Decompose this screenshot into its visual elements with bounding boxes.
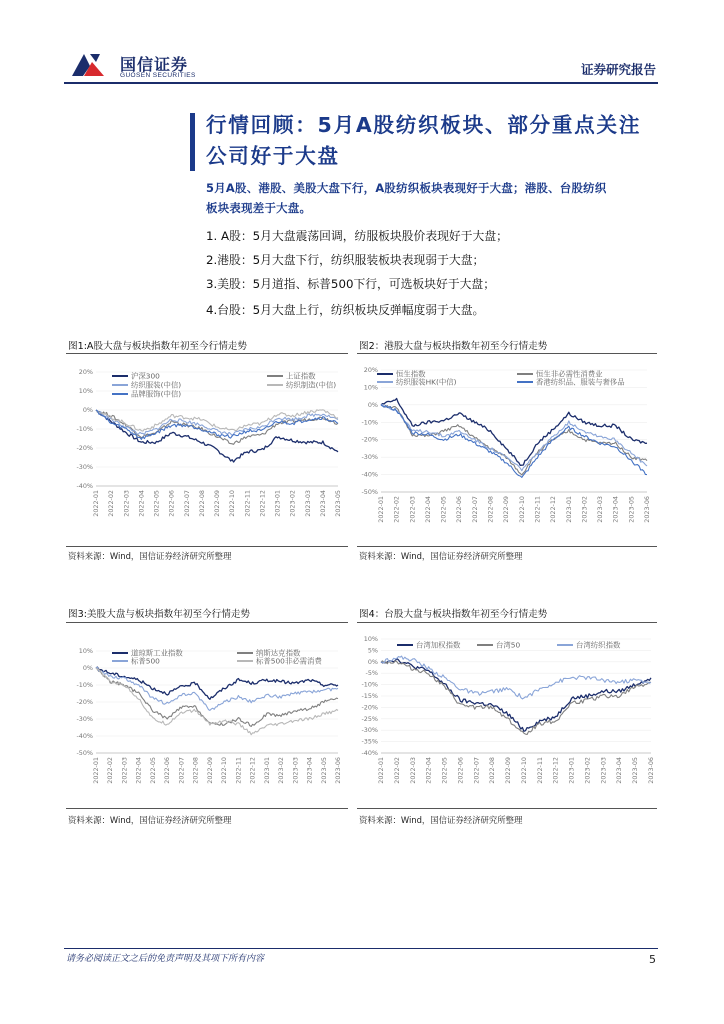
y-tick-label: 20%: [363, 366, 378, 374]
x-tick-label: 2023-03: [599, 757, 608, 784]
figure-3-title: 图3:美股大盘与板块指数年初至今行情走势: [68, 609, 251, 620]
y-tick-label: -50%: [361, 488, 378, 496]
x-tick-label: 2023-01: [567, 757, 576, 784]
x-tick-label: 2022-01: [377, 757, 385, 784]
x-tick-label: 2023-01: [262, 757, 271, 784]
y-tick-label: -40%: [361, 749, 378, 757]
x-tick-label: 2022-08: [191, 757, 200, 784]
x-tick-label: 2022-02: [106, 757, 115, 784]
x-tick-label: 2023-03: [596, 496, 605, 523]
x-tick-label: 2022-03: [408, 496, 417, 523]
x-tick-label: 2022-06: [163, 757, 172, 784]
y-tick-label: -20%: [361, 435, 378, 444]
x-tick-label: 2022-10: [517, 496, 526, 523]
x-tick-label: 2022-06: [455, 496, 464, 523]
y-tick-label: -20%: [76, 698, 93, 706]
x-tick-label: 2022-03: [122, 490, 131, 517]
x-tick-label: 2022-02: [107, 490, 116, 517]
guosen-logo-icon: [70, 50, 110, 80]
x-tick-label: 2023-02: [583, 757, 592, 784]
legend-label: 标普500非必需消费: [256, 656, 322, 666]
x-tick-label: 2022-07: [472, 757, 481, 784]
x-tick-label: 2023-05: [627, 496, 636, 523]
figure-1-title: 图1:A股大盘与板块指数年初至今行情走势: [68, 341, 247, 352]
summary-line-2: 板块表现差于大盘。: [206, 201, 312, 215]
y-tick-label: -10%: [361, 418, 378, 427]
x-tick-label: 2023-05: [319, 757, 328, 784]
y-tick-label: -35%: [361, 737, 378, 746]
x-tick-label: 2022-01: [92, 757, 100, 784]
x-tick-label: 2023-05: [334, 490, 342, 517]
x-tick-label: 2022-05: [439, 496, 448, 523]
x-tick-label: 2022-12: [258, 490, 267, 517]
y-tick-label: 0%: [367, 400, 378, 409]
legend-label: 纺织制造(中信): [286, 380, 337, 390]
series-line-0: [96, 667, 338, 699]
y-tick-label: -25%: [361, 714, 378, 723]
x-tick-label: 2022-02: [392, 496, 401, 523]
x-tick-label: 2022-01: [377, 496, 385, 523]
chart-tw: [357, 625, 657, 805]
legend-label: 上证指数: [286, 371, 316, 381]
x-tick-label: 2022-04: [423, 496, 432, 523]
legend-label: 纺织服装HK(中信): [396, 377, 457, 387]
x-tick-label: 2023-01: [564, 496, 573, 523]
y-tick-label: -30%: [361, 453, 378, 462]
y-tick-label: -40%: [76, 482, 93, 490]
title-accent-bar: [190, 113, 195, 171]
x-tick-label: 2023-05: [631, 757, 640, 784]
y-tick-label: 0%: [367, 657, 378, 666]
report-type-label: 证券研究报告: [580, 62, 656, 77]
x-tick-label: 2023-04: [305, 757, 314, 784]
section-summary: [206, 178, 666, 218]
chart-hk: [357, 358, 657, 538]
y-tick-label: -50%: [76, 749, 93, 757]
figure-4-rule: [357, 622, 657, 623]
market-item-us: 3.美股：5月道指、标普500下行，可选板块好于大盘；: [206, 277, 496, 291]
y-tick-label: -30%: [76, 463, 93, 471]
footer-disclaimer: 请务必阅读正文之后的免责声明及其项下所有内容: [66, 954, 265, 964]
y-tick-label: -5%: [365, 669, 378, 678]
figure-2-source-rule: [357, 546, 657, 547]
legend-label: 台湾纺织指数: [576, 640, 621, 650]
x-tick-label: 2022-04: [134, 757, 143, 784]
figure-3-source-rule: [66, 808, 348, 809]
summary-line-1: 5月A股、港股、美股大盘下行，A股纺织板块表现好于大盘；港股、台股纺织: [206, 181, 607, 195]
figure-3-rule: [66, 622, 348, 623]
market-item-a-share: 1. A股：5月大盘震荡回调，纺服板块股价表现好于大盘；: [206, 229, 508, 243]
legend-label: 纺织服装(中信): [131, 380, 182, 390]
x-tick-label: 2023-03: [291, 757, 300, 784]
x-tick-label: 2022-07: [182, 490, 191, 517]
x-tick-label: 2023-04: [318, 490, 327, 517]
figure-2-source: 资料来源：Wind，国信证券经济研究所整理: [359, 551, 523, 561]
chart-a-share: [66, 358, 348, 538]
x-tick-label: 2022-10: [228, 490, 237, 517]
figure-1-source-rule: [66, 546, 348, 547]
y-tick-label: -15%: [361, 692, 378, 700]
market-item-hk: 2.港股：5月大盘下行，纺织服装板块表现弱于大盘；: [206, 253, 485, 267]
market-item-tw: 4.台股：5月大盘上行，纺织板块反弹幅度弱于大盘。: [206, 303, 485, 317]
series-line-1: [381, 661, 651, 735]
x-tick-label: 2022-12: [549, 496, 558, 523]
y-tick-label: 20%: [78, 368, 93, 376]
y-tick-label: 5%: [367, 646, 378, 655]
x-tick-label: 2022-01: [92, 490, 100, 517]
x-tick-label: 2022-06: [167, 490, 176, 517]
y-tick-label: 10%: [78, 387, 93, 395]
x-tick-label: 2023-02: [580, 496, 589, 523]
x-tick-label: 2022-10: [519, 757, 528, 784]
x-tick-label: 2022-08: [486, 496, 495, 523]
x-tick-label: 2023-06: [643, 496, 651, 523]
legend-label: 恒生指数: [396, 369, 426, 379]
y-tick-label: 10%: [363, 635, 378, 643]
x-tick-label: 2023-04: [615, 757, 624, 784]
x-tick-label: 2022-08: [197, 490, 206, 517]
x-tick-label: 2022-11: [234, 757, 243, 784]
figure-1-rule: [66, 353, 348, 354]
y-tick-label: -10%: [76, 681, 93, 689]
header: [64, 44, 658, 86]
x-tick-label: 2023-04: [611, 496, 620, 523]
header-divider: [64, 82, 658, 84]
legend-label: 沪深300: [131, 371, 160, 381]
x-tick-label: 2023-03: [303, 490, 312, 517]
x-tick-label: 2022-04: [137, 490, 146, 517]
x-tick-label: 2022-11: [243, 490, 252, 517]
figure-4-source-rule: [357, 808, 657, 809]
y-tick-label: -10%: [76, 425, 93, 433]
x-tick-label: 2022-05: [440, 757, 449, 784]
series-line-2: [381, 405, 647, 471]
y-tick-label: -30%: [361, 726, 378, 735]
x-tick-label: 2023-01: [273, 490, 282, 517]
x-tick-label: 2023-06: [647, 757, 655, 784]
section-title-line-1: 行情回顾：5月A股纺织板块、部分重点关注: [206, 113, 642, 137]
legend-label: 道琼斯工业指数: [131, 648, 183, 658]
y-tick-label: -30%: [76, 715, 93, 723]
figure-3-source: 资料来源：Wind，国信证券经济研究所整理: [68, 815, 232, 825]
section-title-line-2: 公司好于大盘: [206, 144, 340, 168]
legend-label: 纳斯达克指数: [256, 648, 301, 658]
logo-name-cn: 国信证券: [120, 55, 189, 74]
legend-label: 台湾加权指数: [416, 640, 461, 650]
y-tick-label: -10%: [361, 680, 378, 689]
figure-1-source: 资料来源：Wind，国信证券经济研究所整理: [68, 551, 232, 561]
page-number: 5: [649, 953, 656, 966]
footer-divider: [64, 948, 658, 949]
x-tick-label: 2022-02: [392, 757, 401, 784]
x-tick-label: 2022-11: [533, 496, 542, 523]
logo-name-en: GUOSEN SECURITIES: [120, 72, 196, 79]
series-line-1: [96, 668, 338, 726]
figure-2-title: 图2：港股大盘与板块指数年初至今行情走势: [359, 341, 548, 352]
legend-label: 恒生非必需性消费业: [536, 369, 603, 379]
x-tick-label: 2023-02: [288, 490, 297, 517]
x-tick-label: 2022-06: [456, 757, 465, 784]
figure-2-rule: [357, 353, 657, 354]
x-tick-label: 2022-03: [120, 757, 129, 784]
x-tick-label: 2022-10: [220, 757, 229, 784]
series-line-3: [381, 405, 647, 478]
x-tick-label: 2022-09: [213, 490, 221, 517]
x-tick-label: 2022-04: [424, 757, 433, 784]
y-tick-label: 10%: [78, 647, 93, 655]
x-tick-label: 2023-06: [334, 757, 342, 784]
section-title: [206, 110, 666, 172]
x-tick-label: 2022-05: [152, 490, 161, 517]
x-tick-label: 2023-02: [277, 757, 286, 784]
legend-label: 台湾50: [496, 640, 521, 650]
x-tick-label: 2022-07: [177, 757, 186, 784]
x-tick-label: 2022-09: [502, 496, 511, 523]
chart-us: [66, 625, 348, 805]
x-tick-label: 2022-12: [248, 757, 257, 784]
legend-label: 品牌服饰(中信): [131, 389, 182, 399]
figure-4-source: 资料来源：Wind，国信证券经济研究所整理: [359, 815, 523, 825]
x-tick-label: 2022-07: [470, 496, 479, 523]
x-tick-label: 2022-09: [504, 757, 513, 784]
y-tick-label: -20%: [361, 703, 378, 712]
y-tick-label: 0%: [82, 664, 93, 672]
y-tick-label: 0%: [82, 406, 93, 414]
y-tick-label: -20%: [76, 444, 93, 452]
legend-label: 标普500: [131, 656, 160, 666]
x-tick-label: 2022-11: [535, 757, 544, 784]
y-tick-label: -40%: [76, 732, 93, 740]
figure-4-title: 图4：台股大盘与板块指数年初至今行情走势: [359, 609, 548, 620]
x-tick-label: 2022-08: [488, 757, 497, 784]
x-tick-label: 2022-12: [551, 757, 560, 784]
x-tick-label: 2022-05: [148, 757, 157, 784]
x-tick-label: 2022-03: [408, 757, 417, 784]
y-tick-label: -40%: [361, 470, 378, 479]
legend-label: 香港纺织品、服装与奢侈品: [536, 377, 625, 387]
x-tick-label: 2022-09: [205, 757, 214, 784]
y-tick-label: 10%: [363, 383, 378, 392]
